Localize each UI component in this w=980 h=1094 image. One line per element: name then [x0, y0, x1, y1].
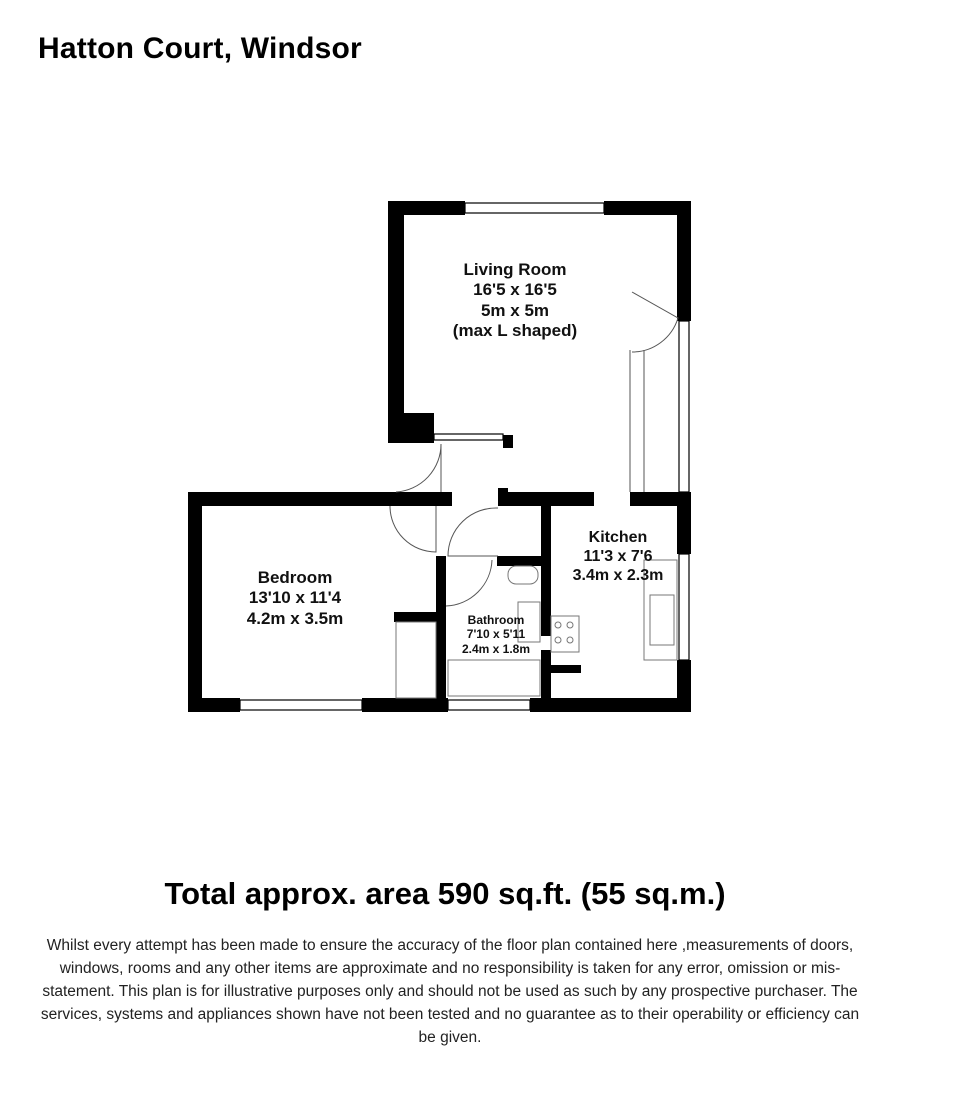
- bedroom-wall-top-right: [400, 492, 452, 506]
- bathroom-door-2: [446, 560, 492, 606]
- kitchen-sink: [650, 595, 674, 645]
- kitchen-imperial: 11'3 x 7'6: [583, 548, 653, 566]
- bedroom-wall-bottom-left: [188, 698, 240, 712]
- bedroom-cupboard-wall: [394, 612, 436, 622]
- hob-ring-1: [555, 622, 561, 628]
- kitchen-label: [558, 528, 678, 586]
- bathroom-door: [448, 508, 498, 556]
- living-inner-window: [434, 434, 503, 440]
- kitchen-metric: 3.4m x 2.3m: [572, 567, 664, 585]
- bathroom-name: Bathroom: [467, 613, 525, 627]
- living-wall-left: [388, 201, 404, 443]
- bedroom-metric: 4.2m x 3.5m: [246, 608, 344, 628]
- hob-ring-4: [567, 637, 573, 643]
- hob-ring-3: [555, 637, 561, 643]
- living-room-name: Living Room: [463, 260, 567, 279]
- bedroom-door: [390, 506, 436, 552]
- bathroom-imperial: 7'10 x 5'11: [466, 627, 526, 642]
- total-area: Total approx. area 590 sq.ft. (55 sq.m.): [164, 876, 726, 911]
- bathroom-label: [446, 613, 546, 656]
- living-window-right: [679, 321, 689, 492]
- page-title: Hatton Court, Windsor: [38, 32, 362, 65]
- bathroom-metric: 2.4m x 1.8m: [461, 641, 531, 656]
- bath-tub: [448, 660, 540, 696]
- bedroom-wall-left: [188, 492, 202, 712]
- living-corner-block: [388, 413, 434, 443]
- kitchen-partition: [551, 665, 581, 673]
- kitchen-wall-right: [677, 492, 691, 554]
- kitchen-name: Kitchen: [588, 529, 648, 546]
- bathroom-wall-top: [497, 556, 551, 566]
- bedroom-window-bottom: [240, 700, 362, 710]
- bedroom-imperial: 13'10 x 11'4: [248, 588, 342, 608]
- living-to-hall-door: [396, 444, 441, 492]
- entrance-door: [632, 292, 678, 352]
- kitchen-window-right: [679, 554, 689, 660]
- bedroom-wall-bottom-right: [362, 698, 448, 712]
- bedroom-label: [210, 568, 380, 629]
- living-wall-right-upper: [677, 201, 691, 321]
- bathroom-wall-left: [436, 556, 446, 712]
- bathroom-window-bottom: [448, 700, 530, 710]
- living-room-note: (max L shaped): [452, 321, 578, 341]
- living-room-metric: 5m x 5m: [480, 300, 550, 320]
- living-wall-stub: [503, 435, 513, 448]
- bedroom-wall-top-left: [188, 492, 400, 506]
- middle-wall-b: [498, 492, 594, 506]
- toilet: [508, 566, 538, 584]
- bottom-wall-b: [550, 698, 691, 712]
- living-room-imperial: 16'5 x 16'5: [473, 280, 557, 300]
- living-window-top: [465, 203, 604, 213]
- hob-ring-2: [567, 622, 573, 628]
- bedroom-name: Bedroom: [257, 568, 333, 587]
- bedroom-cupboard: [396, 622, 436, 698]
- disclaimer-text: Whilst every attempt has been made to ensure the accuracy of the floor plan contained here ,measurements of doors, windows, rooms and any other items are approximate and no responsibility is taken for any error, omission or mis-statement. This plan is for illustrative purposes only and should not be used as such by any prospective purchaser. The services, systems and appliances shown have not been tested and no guarantee as to their operability or efficiency can be given.: [40, 937, 860, 1046]
- living-room-label: [415, 260, 615, 342]
- hob: [551, 616, 579, 652]
